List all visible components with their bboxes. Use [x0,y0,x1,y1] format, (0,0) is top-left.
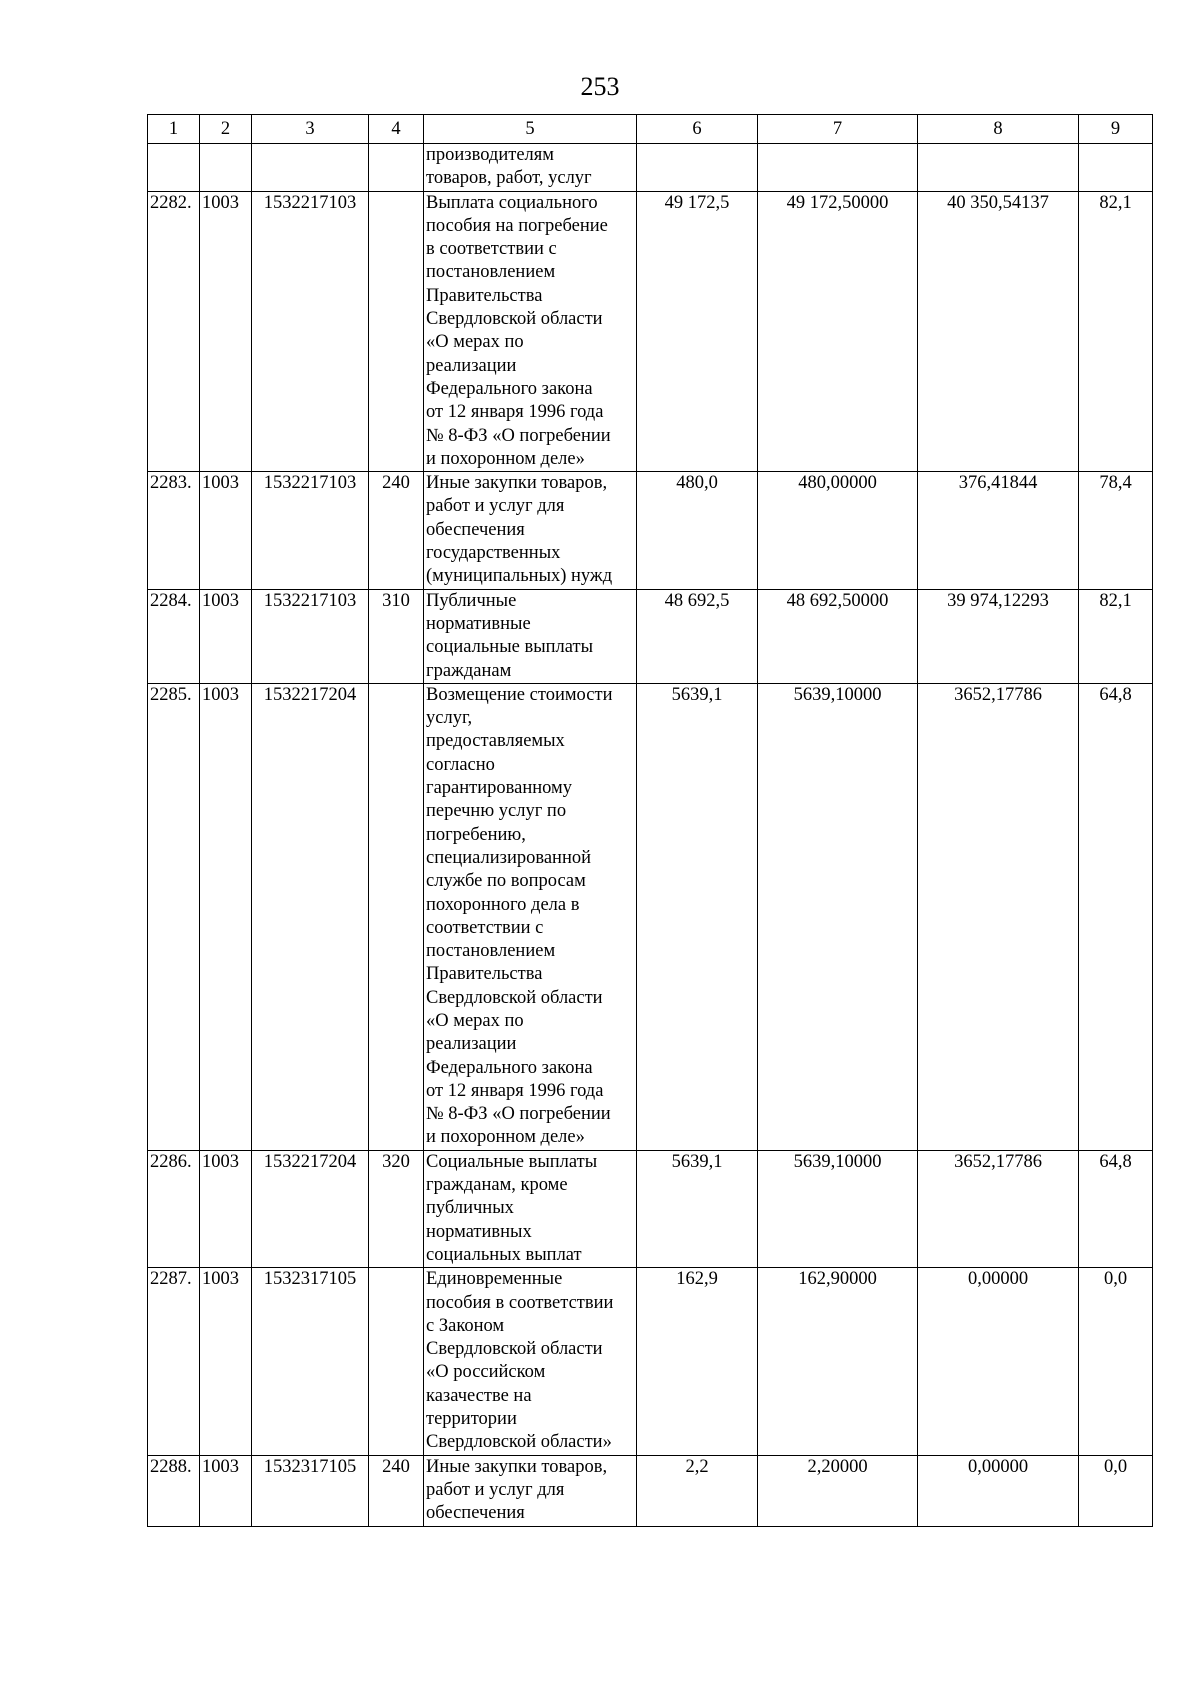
column-header: 4 [369,115,424,144]
description-line: публичных [426,1198,514,1219]
section-code-cell: 1003 [200,1150,252,1267]
description-line: социальные выплаты [426,637,594,658]
expense-type-cell: 310 [369,589,424,683]
description-line: Иные закупки товаров, [426,473,608,494]
expense-type-cell [369,1268,424,1455]
target-code-cell: 1532317105 [252,1268,369,1455]
description-line: обеспечения [426,1503,525,1524]
description-line: социальных выплат [426,1244,582,1265]
description-line: постановлением [426,262,556,283]
column-6-value: 5639,1 [637,1150,758,1267]
description-line: товаров, работ, услуг [426,168,592,189]
description-line: работ и услуг для [426,496,565,517]
column-header: 6 [637,115,758,144]
description-line: «О мерах по [426,332,524,353]
column-8-value: 40 350,54137 [918,191,1079,472]
description-cell [424,144,637,192]
description-line: обеспечения [426,519,525,540]
description-line: Правительства [426,964,543,985]
column-8-value [918,144,1079,192]
row-number-cell: 2288. [148,1455,200,1526]
description-line: Иные закупки товаров, [426,1456,608,1477]
description-cell [424,683,637,1150]
description-line: услуг, [426,708,473,729]
section-code-cell: 1003 [200,589,252,683]
description-cell [424,1268,637,1455]
column-7-value: 5639,10000 [758,683,918,1150]
description-line: «О мерах по [426,1010,524,1031]
description-line: в соответствии с [426,239,557,260]
column-6-value: 480,0 [637,472,758,589]
column-6-value [637,144,758,192]
table-row [148,472,1153,589]
section-code-cell: 1003 [200,472,252,589]
expense-type-cell [369,683,424,1150]
column-7-value [758,144,918,192]
column-7-value: 480,00000 [758,472,918,589]
description-line: Единовременные [426,1269,563,1290]
description-line: похоронного дела в [426,894,580,915]
target-code-cell: 1532217103 [252,472,369,589]
table-body [148,144,1153,1527]
column-9-value: 78,4 [1079,472,1153,589]
section-code-cell: 1003 [200,683,252,1150]
row-number-cell: 2286. [148,1150,200,1267]
description-cell [424,191,637,472]
description-cell [424,472,637,589]
description-line: Социальные выплаты [426,1151,598,1172]
header-row [148,115,1153,144]
column-9-value [1079,144,1153,192]
expense-type-cell [369,191,424,472]
column-9-value: 0,0 [1079,1455,1153,1526]
column-7-value: 5639,10000 [758,1150,918,1267]
column-9-value: 82,1 [1079,589,1153,683]
row-number-cell: 2285. [148,683,200,1150]
description-line: соответствии с [426,917,544,938]
target-code-cell: 1532217204 [252,1150,369,1267]
column-7-value: 49 172,50000 [758,191,918,472]
column-7-value: 2,20000 [758,1455,918,1526]
column-9-value: 0,0 [1079,1268,1153,1455]
table-row [148,589,1153,683]
column-8-value: 3652,17786 [918,1150,1079,1267]
description-line: с Законом [426,1315,505,1336]
description-line: реализации [426,355,517,376]
column-6-value: 2,2 [637,1455,758,1526]
column-8-value: 0,00000 [918,1268,1079,1455]
description-line: службе по вопросам [426,871,586,892]
description-cell [424,1455,637,1526]
description-line: согласно [426,754,495,775]
column-6-value: 162,9 [637,1268,758,1455]
row-number-cell [148,144,200,192]
expense-type-cell: 240 [369,472,424,589]
column-header: 7 [758,115,918,144]
column-9-value: 64,8 [1079,1150,1153,1267]
description-line: от 12 января 1996 года [426,1080,604,1101]
section-code-cell: 1003 [200,191,252,472]
description-line: территории [426,1409,517,1430]
row-number-cell: 2282. [148,191,200,472]
description-line: «О российском [426,1362,546,1383]
section-code-cell: 1003 [200,1268,252,1455]
column-header: 3 [252,115,369,144]
section-code-cell [200,144,252,192]
column-9-value: 82,1 [1079,191,1153,472]
expense-type-cell [369,144,424,192]
description-line: пособия в соответствии [426,1292,614,1313]
description-line: предоставляемых [426,731,565,752]
target-code-cell: 1532217204 [252,683,369,1150]
description-line: работ и услуг для [426,1479,565,1500]
description-line: (муниципальных) нужд [426,566,613,587]
column-header: 8 [918,115,1079,144]
expense-type-cell: 320 [369,1150,424,1267]
description-line: производителям [426,145,554,165]
description-line: постановлением [426,941,556,962]
description-line: гражданам, кроме [426,1175,568,1196]
description-line: Возмещение стоимости [426,684,613,705]
column-6-value: 48 692,5 [637,589,758,683]
description-line: Свердловской области [426,987,603,1008]
column-7-value: 48 692,50000 [758,589,918,683]
description-line: № 8-ФЗ «О погребении [426,425,611,446]
row-number-cell: 2287. [148,1268,200,1455]
description-line: гарантированному [426,778,573,799]
table-row [148,144,1153,192]
target-code-cell: 1532217103 [252,191,369,472]
column-header: 2 [200,115,252,144]
description-line: Публичные [426,590,517,611]
table-row [148,191,1153,472]
description-line: перечню услуг по [426,801,567,822]
page-number: 253 [580,72,620,101]
column-8-value: 39 974,12293 [918,589,1079,683]
description-line: Правительства [426,285,543,306]
target-code-cell: 1532217103 [252,589,369,683]
description-line: нормативных [426,1221,532,1242]
description-line: Свердловской области» [426,1432,612,1453]
description-line: нормативные [426,613,531,634]
row-number-cell: 2284. [148,589,200,683]
description-line: гражданам [426,660,512,681]
description-line: Выплата социального [426,192,598,213]
column-6-value: 49 172,5 [637,191,758,472]
description-line: и похоронном деле» [426,448,585,469]
description-cell [424,589,637,683]
column-8-value: 3652,17786 [918,683,1079,1150]
table-row [148,1150,1153,1267]
description-line: Свердловской области [426,1339,603,1360]
description-line: пособия на погребение [426,215,608,236]
description-line: Федерального закона [426,378,593,399]
target-code-cell: 1532317105 [252,1455,369,1526]
column-6-value: 5639,1 [637,683,758,1150]
description-line: погребению, [426,824,526,845]
row-number-cell: 2283. [148,472,200,589]
column-9-value: 64,8 [1079,683,1153,1150]
description-cell [424,1150,637,1267]
description-line: специализированной [426,847,591,868]
description-line: Федерального закона [426,1057,593,1078]
description-line: реализации [426,1034,517,1055]
section-code-cell: 1003 [200,1455,252,1526]
table-row [148,1268,1153,1455]
description-line: и похоронном деле» [426,1127,585,1148]
description-line: № 8-ФЗ «О погребении [426,1104,611,1125]
description-line: казачестве на [426,1385,532,1406]
column-8-value: 0,00000 [918,1455,1079,1526]
expense-type-cell: 240 [369,1455,424,1526]
table-row [148,683,1153,1150]
column-header: 5 [424,115,637,144]
target-code-cell [252,144,369,192]
description-line: от 12 января 1996 года [426,402,604,423]
column-8-value: 376,41844 [918,472,1079,589]
column-header: 1 [148,115,200,144]
table-row [148,1455,1153,1526]
description-line: Свердловской области [426,309,603,330]
column-7-value: 162,90000 [758,1268,918,1455]
column-header: 9 [1079,115,1153,144]
budget-table [147,114,1153,1527]
description-line: государственных [426,543,561,564]
